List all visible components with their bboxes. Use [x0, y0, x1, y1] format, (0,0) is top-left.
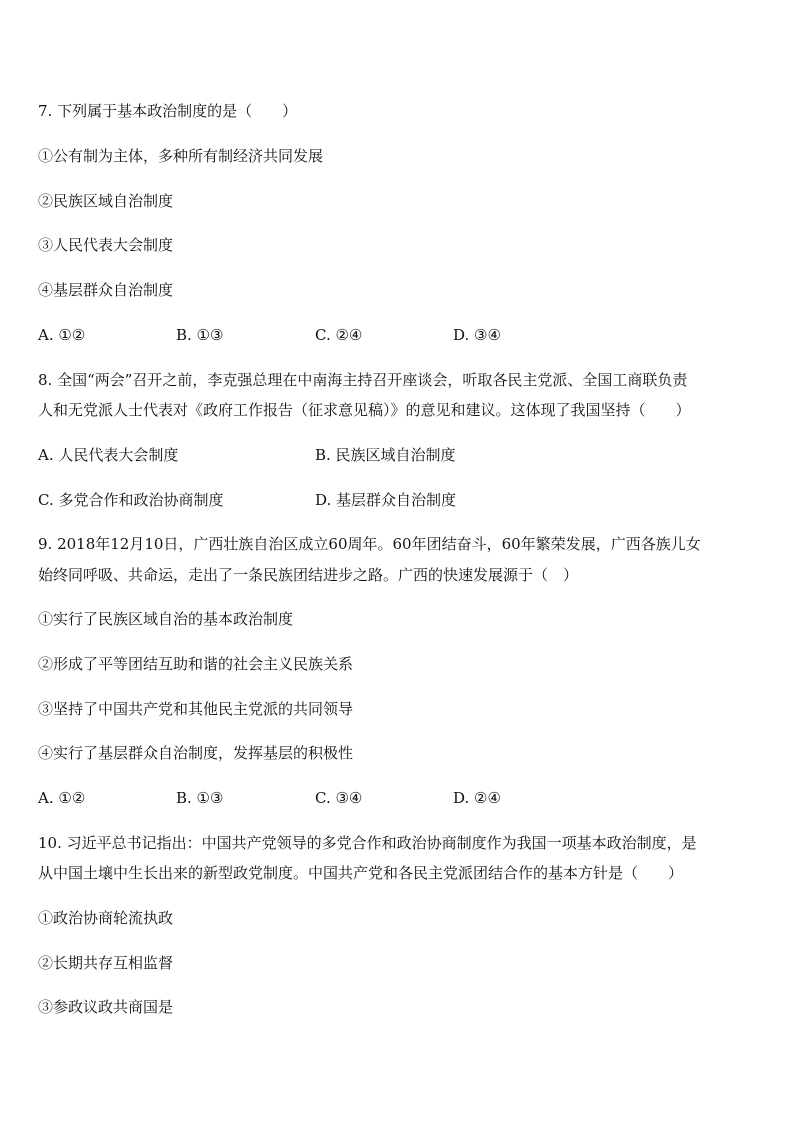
q9-option-c: C. ③④	[315, 789, 363, 807]
q9-statement-3: ③坚持了中国共产党和其他民主党派的共同领导	[38, 700, 354, 718]
q9-statement-1: ①实行了民族区域自治的基本政治制度	[38, 610, 294, 628]
question-8-stem-line-2: 人和无党派人士代表对《政府工作报告（征求意见稿）》的意见和建议。这体现了我国坚持（ ）	[38, 401, 691, 419]
q7-option-a: A. ①②	[38, 326, 86, 344]
question-10-stem-line-1: 10. 习近平总书记指出：中国共产党领导的多党合作和政治协商制度作为我国一项基本政治制度，是	[38, 834, 697, 852]
q7-statement-1: ①公有制为主体，多种所有制经济共同发展	[38, 147, 324, 165]
q7-option-b: B. ①③	[176, 326, 224, 344]
q9-option-b: B. ①③	[176, 789, 224, 807]
q9-statement-2: ②形成了平等团结互助和谐的社会主义民族关系	[38, 655, 354, 673]
question-10-stem-line-2: 从中国土壤中生长出来的新型政党制度。中国共产党和各民主党派团结合作的基本方针是（ ）	[38, 864, 684, 882]
q7-statement-2: ②民族区域自治制度	[38, 192, 174, 210]
question-8-stem-line-1: 8. 全国“两会”召开之前，李克强总理在中南海主持召开座谈会，听取各民主党派、全国工商联负责	[38, 371, 688, 389]
q8-option-a: A. 人民代表大会制度	[38, 446, 179, 464]
q8-option-d: D. 基层群众自治制度	[315, 491, 457, 509]
q7-statement-3: ③人民代表大会制度	[38, 236, 174, 254]
q10-statement-3: ③参政议政共商国是	[38, 998, 174, 1016]
q9-option-a: A. ①②	[38, 789, 86, 807]
question-9-stem-line-2: 始终同呼吸、共命运，走出了一条民族团结进步之路。广西的快速发展源于（ ）	[38, 566, 579, 584]
q8-option-b: B. 民族区域自治制度	[315, 446, 456, 464]
q7-option-d: D. ③④	[453, 326, 501, 344]
q9-statement-4: ④实行了基层群众自治制度，发挥基层的积极性	[38, 744, 354, 762]
q9-option-d: D. ②④	[453, 789, 501, 807]
q8-option-c: C. 多党合作和政治协商制度	[38, 491, 224, 509]
q10-statement-2: ②长期共存互相监督	[38, 954, 174, 972]
q10-statement-1: ①政治协商轮流执政	[38, 909, 174, 927]
question-9-stem-line-1: 9. 2018年12月10日，广西壮族自治区成立60周年。60年团结奋斗，60年繁荣发展，广西各族儿女	[38, 535, 701, 553]
question-7-stem: 7. 下列属于基本政治制度的是（ ）	[38, 102, 298, 120]
q7-option-c: C. ②④	[315, 326, 363, 344]
q7-statement-4: ④基层群众自治制度	[38, 281, 174, 299]
